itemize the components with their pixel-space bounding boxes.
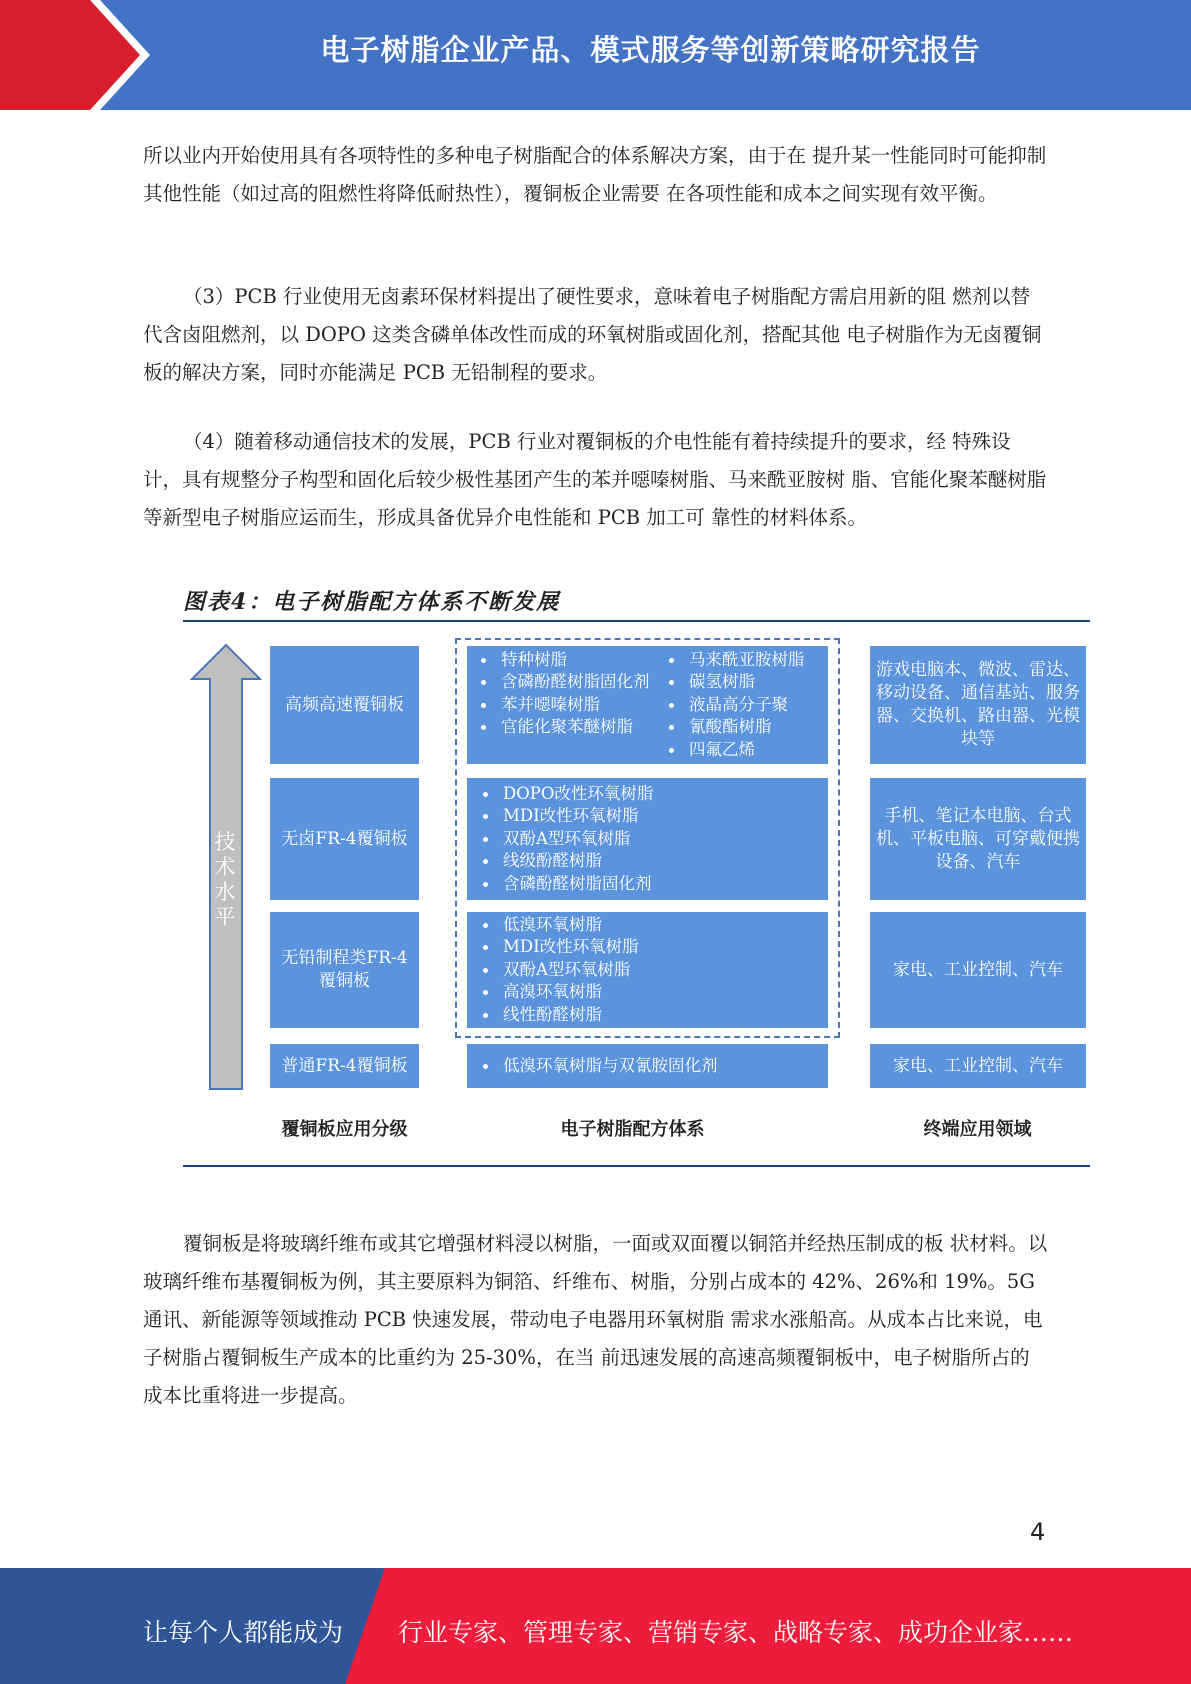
grade-label: 高频高速覆铜板 bbox=[285, 694, 404, 715]
list-item: 线性酚醛树脂 bbox=[473, 1004, 822, 1027]
list-item: 低溴环氧树脂与双氰胺固化剂 bbox=[473, 1055, 822, 1078]
formula-list-left bbox=[471, 649, 659, 762]
paragraph-3: （4）随着移动通信技术的发展，PCB 行业对覆铜板的介电性能有着持续提升的要求，经 特殊设计，具有规整分子构型和固化后较少极性基团产生的苯并噁嗪树脂、马来酰亚胺树 脂、官能化聚苯醚树脂等新型电子树脂应运而生，形成具备优异介电性能和 PCB 加工可 靠性的材料体系。 bbox=[143, 430, 1047, 529]
formula-box-halogen-free bbox=[467, 778, 828, 900]
header-bar bbox=[0, 0, 1191, 110]
application-text: 游戏电脑本、微波、雷达、移动设备、通信基站、服务器、交换机、路由器、光模块等 bbox=[876, 660, 1080, 749]
list-item: 含磷酚醛树脂固化剂 bbox=[473, 873, 822, 896]
figure-top-rule bbox=[183, 620, 1090, 622]
formula-box-lead-free bbox=[467, 912, 828, 1028]
footer-slogan-left: 让每个人都能成为 bbox=[143, 1618, 344, 1647]
application-box-lead-free bbox=[870, 912, 1086, 1028]
application-text: 手机、笔记本电脑、台式机、平板电脑、可穿戴便携设备、汽车 bbox=[876, 805, 1080, 872]
list-item: 双酚A型环氧树脂 bbox=[473, 959, 822, 982]
footer-slogan-right: 行业专家、管理专家、营销专家、战略专家、成功企业家…… bbox=[398, 1618, 1074, 1647]
arrow-label: 技术水平 bbox=[214, 830, 236, 929]
application-text: 家电、工业控制、汽车 bbox=[893, 959, 1063, 980]
application-text: 家电、工业控制、汽车 bbox=[893, 1055, 1063, 1076]
paragraph-2: （3）PCB 行业使用无卤素环保材料提出了硬性要求，意味着电子树脂配方需启用新的阻 燃剂以替代含卤阻燃剂，以 DOPO 这类含磷单体改性而成的环氧树脂或固化剂，搭配其他 电子树脂作为无卤覆铜板的解决方案，同时亦能满足 PCB 无铅制程的要求。 bbox=[143, 285, 1042, 384]
column-label-grade: 覆铜板应用分级 bbox=[281, 1119, 408, 1140]
list-item: 马来酰亚胺树脂 bbox=[659, 649, 824, 672]
list-item: 液晶高分子聚 bbox=[659, 694, 824, 717]
list-item: MDI改性环氧树脂 bbox=[473, 805, 822, 828]
list-item: 碳氢树脂 bbox=[659, 671, 824, 694]
header-title: 电子树脂企业产品、模式服务等创新策略研究报告 bbox=[320, 33, 981, 67]
formula-list bbox=[473, 914, 822, 1027]
list-item: 低溴环氧树脂 bbox=[473, 914, 822, 937]
grade-label: 普通FR-4覆铜板 bbox=[281, 1055, 408, 1076]
formula-box-ordinary bbox=[467, 1044, 828, 1088]
application-box-high-frequency bbox=[870, 646, 1086, 764]
list-item: MDI改性环氧树脂 bbox=[473, 936, 822, 959]
page-number: 4 bbox=[1030, 1518, 1046, 1546]
grade-box-high-frequency bbox=[270, 646, 419, 764]
list-item: 双酚A型环氧树脂 bbox=[473, 828, 822, 851]
formula-box-high-frequency bbox=[467, 646, 828, 764]
grade-label: 无铅制程类FR-4覆铜板 bbox=[281, 948, 408, 991]
header-arrow-icon bbox=[0, 0, 160, 110]
list-item: DOPO改性环氧树脂 bbox=[473, 783, 822, 806]
paragraph-1: 所以业内开始使用具有各项特性的多种电子树脂配合的体系解决方案，由于在 提升某一性能同时可能抑制其他性能（如过高的阻燃性将降低耐热性），覆铜板企业需要 在各项性能和成本之间实现有效平衡。 bbox=[143, 144, 1047, 205]
list-item: 官能化聚苯醚树脂 bbox=[471, 716, 659, 739]
application-box-halogen-free bbox=[870, 778, 1086, 900]
column-label-formula: 电子树脂配方体系 bbox=[560, 1119, 705, 1140]
formula-list-right bbox=[659, 649, 824, 762]
list-item: 苯并噁嗪树脂 bbox=[471, 694, 659, 717]
list-item: 氰酸酯树脂 bbox=[659, 716, 824, 739]
list-item: 线级酚醛树脂 bbox=[473, 850, 822, 873]
list-item: 含磷酚醛树脂固化剂 bbox=[471, 671, 659, 694]
grade-box-halogen-free bbox=[270, 778, 419, 900]
grade-box-lead-free bbox=[270, 912, 419, 1028]
figure-title: 图表4：电子树脂配方体系不断发展 bbox=[183, 589, 561, 615]
formula-list bbox=[473, 1055, 822, 1078]
list-item: 四氟乙烯 bbox=[659, 739, 824, 762]
grade-label: 无卤FR-4覆铜板 bbox=[281, 828, 408, 849]
figure-bottom-rule bbox=[183, 1165, 1090, 1167]
paragraph-4: 覆铜板是将玻璃纤维布或其它增强材料浸以树脂，一面或双面覆以铜箔并经热压制成的板 状材料。以玻璃纤维布基覆铜板为例，其主要原料为铜箔、纤维布、树脂，分别占成本的 42%、26%和 19%。5G 通讯、新能源等领域推动 PCB 快速发展，带动电子电器用环氧树脂 需求水涨船高。从成本占比来说，电子树脂占覆铜板生产成本的比重约为 25-30%，在当 前迅速发展的高速高频覆铜板中，电子树脂所占的成本比重将进一步提高。 bbox=[143, 1232, 1048, 1407]
application-box-ordinary bbox=[870, 1044, 1086, 1088]
column-label-application: 终端应用领域 bbox=[923, 1119, 1032, 1140]
formula-list bbox=[473, 783, 822, 896]
grade-box-ordinary bbox=[270, 1044, 419, 1088]
list-item: 高溴环氧树脂 bbox=[473, 981, 822, 1004]
list-item: 特种树脂 bbox=[471, 649, 659, 672]
